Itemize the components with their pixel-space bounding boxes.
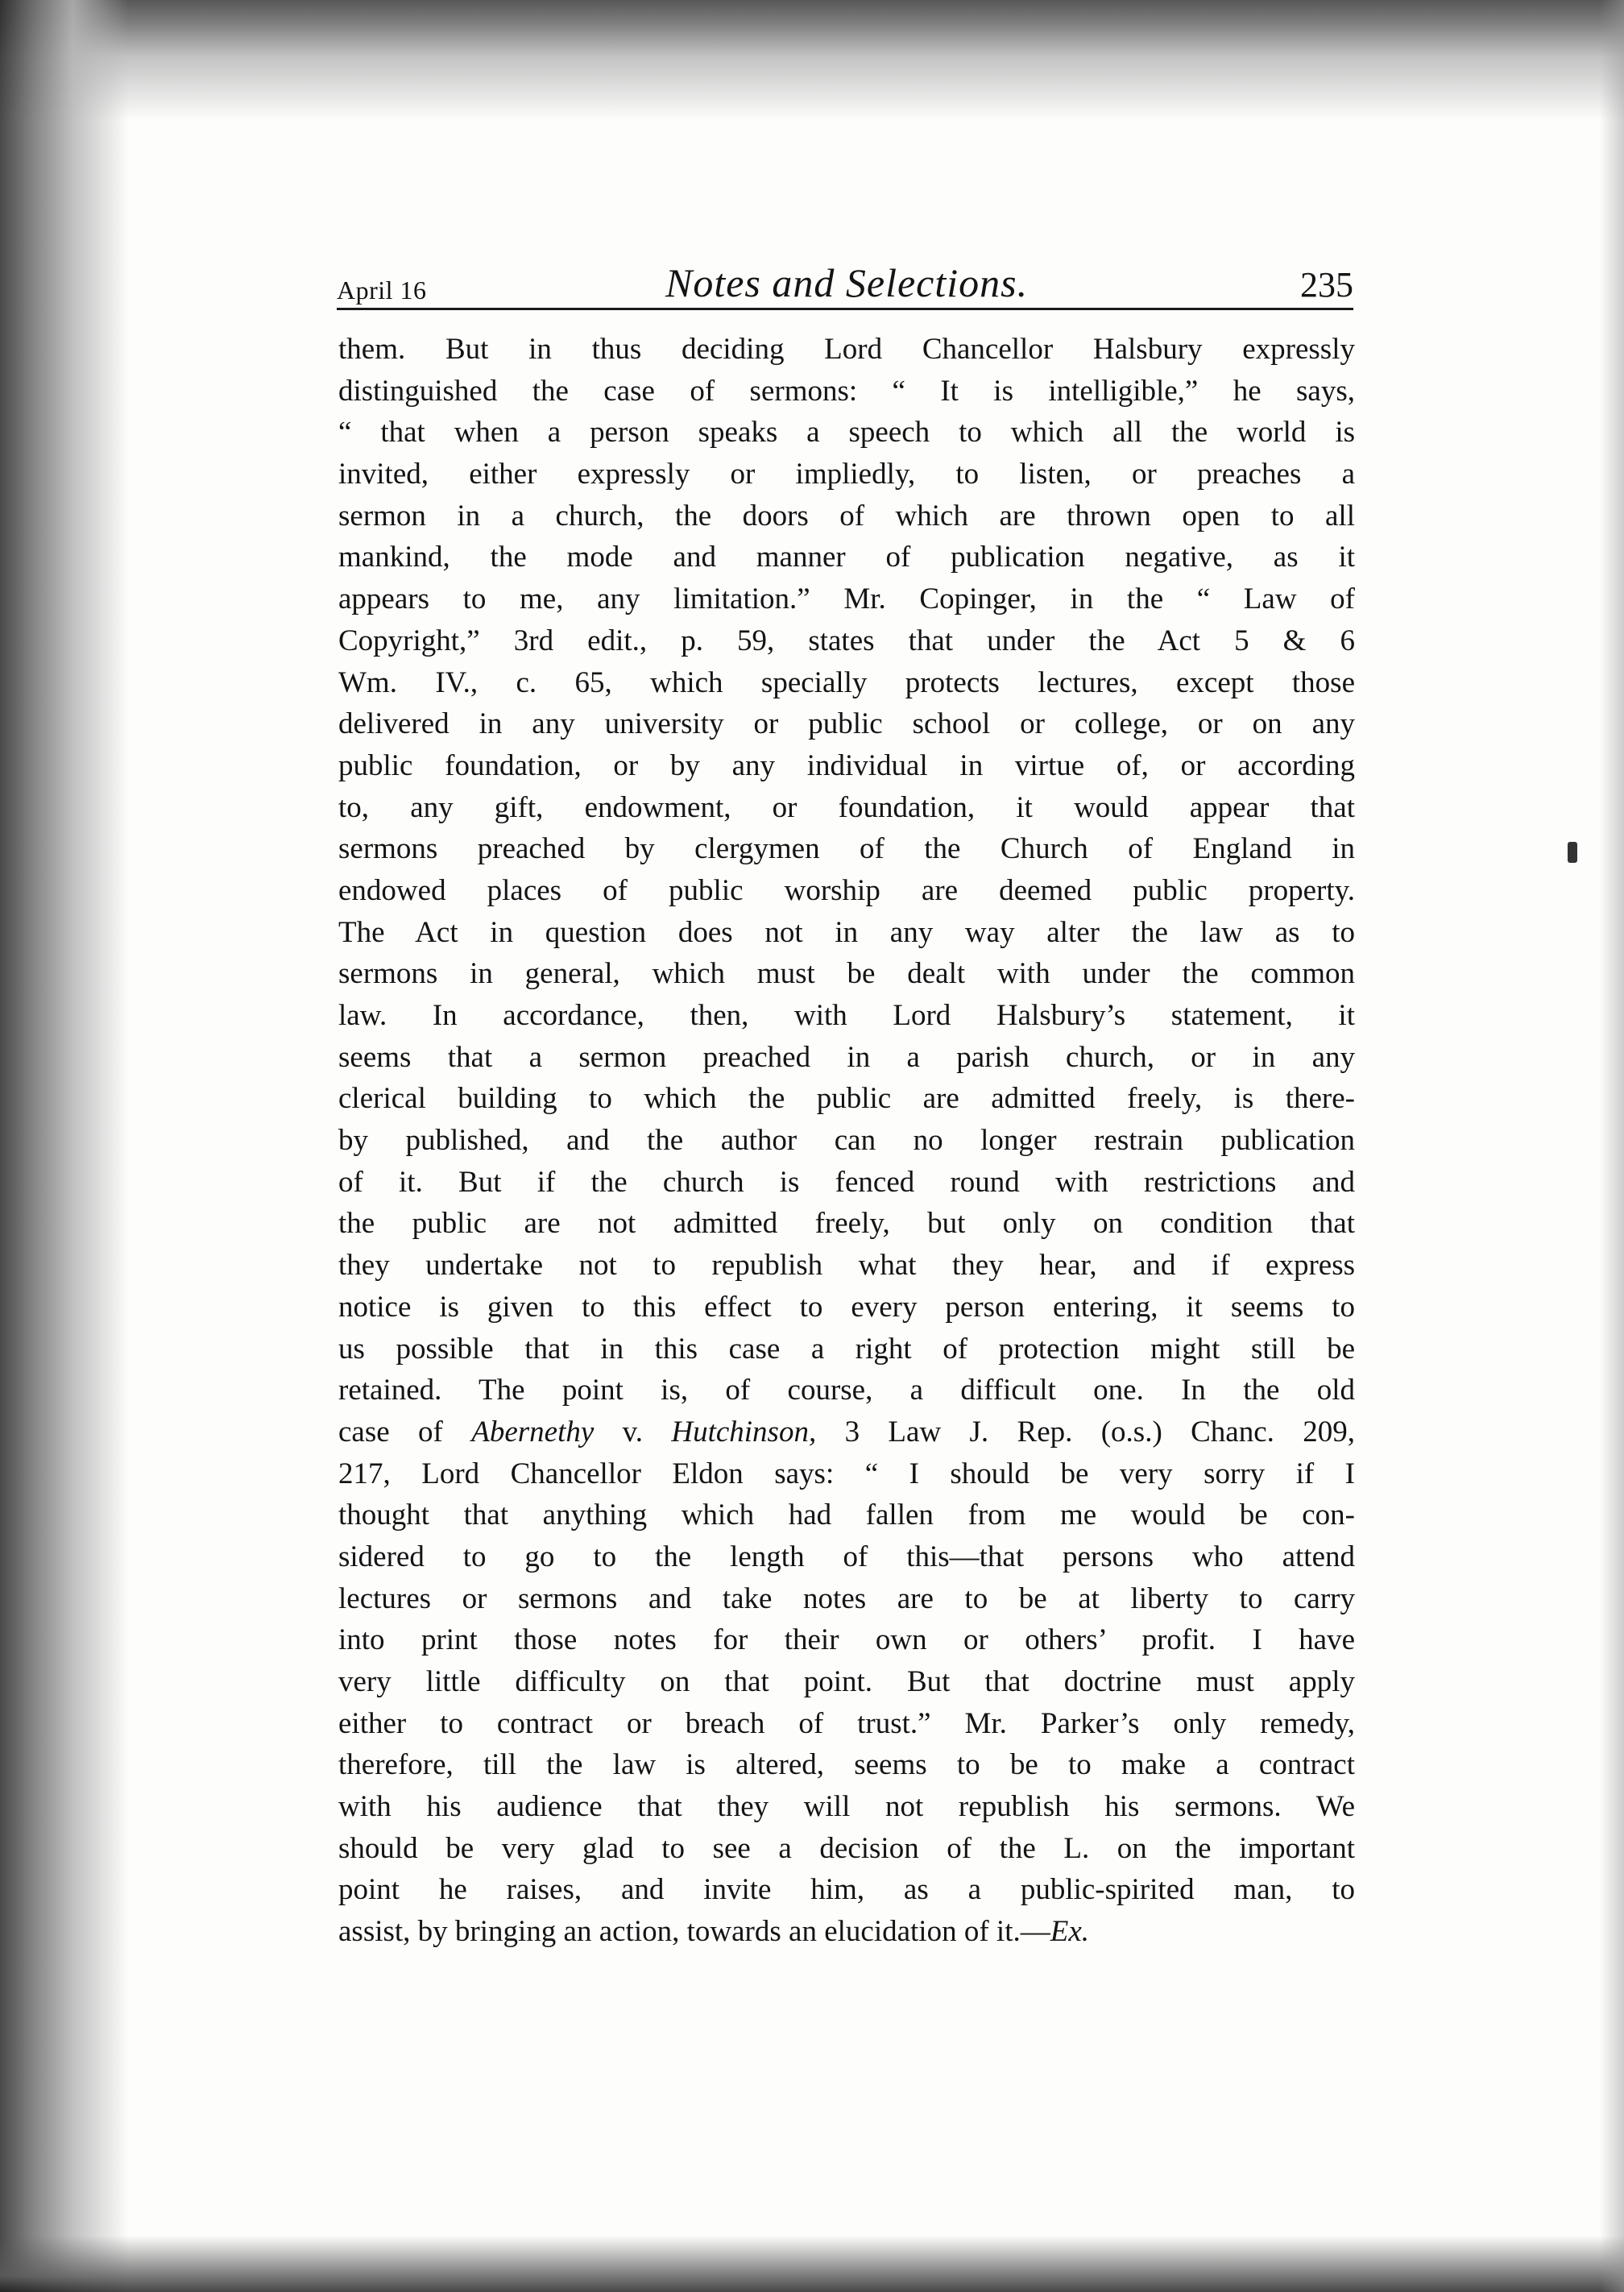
text-line: notice is given to this effect to every person entering, it seems to: [338, 1290, 1355, 1324]
text-line: 217, Lord Chancellor Eldon says: “ I should be very sorry if I: [338, 1457, 1355, 1490]
scan-shadow-bottom: [0, 2236, 1624, 2292]
text-line: appears to me, any limitation.” Mr. Copinger, in the “ Law of: [338, 582, 1355, 616]
page-number: 235: [1300, 265, 1353, 305]
text-line: seems that a sermon preached in a parish church, or in any: [338, 1040, 1355, 1074]
text-line: public foundation, or by any individual in virtue of, or according: [338, 748, 1355, 782]
case-versus: v.: [622, 1415, 643, 1449]
binding-mark: [1568, 842, 1577, 863]
scan-shadow-right: [1600, 0, 1624, 2292]
text-line: Copyright,” 3rd edit., p. 59, states that under the Act 5 & 6: [338, 624, 1355, 657]
text-line: us possible that in this case a right of protection might still be: [338, 1332, 1355, 1366]
case-party-hutchinson: Hutchinson,: [671, 1415, 817, 1449]
text-line: either to contract or breach of trust.” Mr. Parker’s only remedy,: [338, 1706, 1355, 1740]
text-line: therefore, till the law is altered, seems to be to make a contract: [338, 1748, 1355, 1782]
running-date: April 16: [337, 276, 427, 305]
text-line: invited, either expressly or impliedly, to listen, or preaches a: [338, 458, 1355, 491]
text-line: sermon in a church, the doors of which are thrown open to all: [338, 499, 1355, 533]
text-line: they undertake not to republish what they hear, and if express: [338, 1249, 1355, 1283]
final-sentence: assist, by bringing an action, towards an elucidation of it.—: [338, 1915, 1050, 1949]
text-line: very little difficulty on that point. But that doctrine must apply: [338, 1665, 1355, 1698]
text-line: point he raises, and invite him, as a public-spirited man, to: [338, 1873, 1355, 1907]
text-line: delivered in any university or public school or college, or on any: [338, 707, 1355, 741]
text-line: endowed places of public worship are deemed public property.: [338, 873, 1355, 907]
text-line: to, any gift, endowment, or foundation, it would appear that: [338, 790, 1355, 824]
text-line: with his audience that they will not republish his sermons. We: [338, 1790, 1355, 1824]
header-rule: [337, 308, 1353, 310]
text-line-final: [338, 1911, 1355, 1953]
text-line: sermons in general, which must be dealt with under the common: [338, 957, 1355, 991]
text-line: should be very glad to see a decision of the L. on the important: [338, 1831, 1355, 1865]
text-line: law. In accordance, then, with Lord Halsbury’s statement, it: [338, 999, 1355, 1032]
case-of-text: case of: [338, 1415, 443, 1449]
scan-shadow-left: [0, 0, 129, 2292]
text-line: lectures or sermons and take notes are to be at liberty to carry: [338, 1581, 1355, 1615]
case-reference: 3 Law J. Rep. (o.s.) Chanc. 209,: [844, 1415, 1356, 1449]
article-body: [338, 329, 1355, 1953]
text-line: clerical building to which the public are admitted freely, is there-: [338, 1082, 1355, 1116]
text-line: distinguished the case of sermons: “ It is intelligible,” he says,: [338, 374, 1355, 408]
text-line: sermons preached by clergymen of the Church of England in: [338, 832, 1355, 866]
text-line: retained. The point is, of course, a difficult one. In the old: [338, 1374, 1355, 1407]
text-line: The Act in question does not in any way alter the law as to: [338, 915, 1355, 949]
text-line: thought that anything which had fallen from me would be con-: [338, 1498, 1355, 1532]
text-line: by published, and the author can no longer restrain publication: [338, 1124, 1355, 1158]
source-abbreviation: Ex.: [1050, 1915, 1089, 1949]
running-title: Notes and Selections.: [665, 260, 1029, 305]
text-line: into print those notes for their own or others’ profit. I have: [338, 1623, 1355, 1657]
text-line: sidered to go to the length of this—that persons who attend: [338, 1540, 1355, 1573]
text-line: of it. But if the church is fenced round with restrictions and: [338, 1165, 1355, 1199]
text-line: the public are not admitted freely, but only on condition that: [338, 1207, 1355, 1241]
text-line: Wm. IV., c. 65, which specially protects lectures, except those: [338, 665, 1355, 699]
text-line: mankind, the mode and manner of publication negative, as it: [338, 541, 1355, 574]
page-header: [337, 259, 1353, 308]
text-line-case-citation: [338, 1411, 1355, 1453]
case-party-abernethy: Abernethy: [471, 1415, 594, 1449]
text-line: them. But in thus deciding Lord Chancellor Halsbury expressly: [338, 333, 1355, 366]
text-line: “ that when a person speaks a speech to which all the world is: [338, 416, 1355, 450]
scan-shadow-top: [0, 0, 1624, 121]
